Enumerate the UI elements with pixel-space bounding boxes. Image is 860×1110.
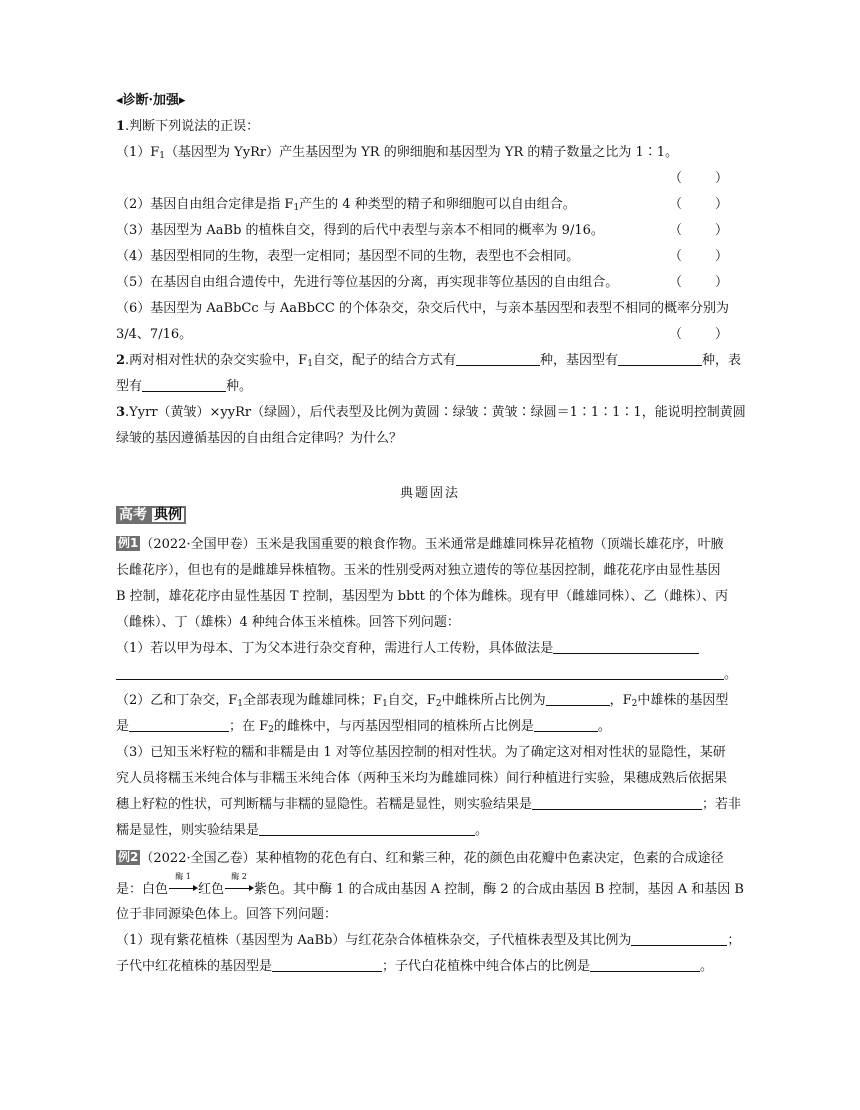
ex1-q2-text-i: 的雌株中，与丙基因型相同的植株所占比例是: [273, 719, 534, 734]
subscript: 2: [435, 699, 442, 709]
answer-blank[interactable]: [259, 822, 475, 836]
ex1-q1-text: （1）若以甲为母本、丁为父本进行杂交育种，需进行人工传粉，具体做法是: [116, 641, 554, 656]
q2-text-d: 种，表: [701, 353, 741, 368]
ex2-text: （2022·全国乙卷）某种植物的花色有白、红和紫三种，花的颜色由花瓣中色素决定，色素的合成途径: [140, 851, 724, 866]
ex2-line-2: [116, 872, 744, 899]
ex1-q3-line-2: 究人员将糯玉米纯合体与非糯玉米纯合体（两种玉米均为雌雄同株）间行种植进行实验，果穗成熟后依据果: [116, 771, 728, 786]
section-title: 典题固法: [399, 486, 460, 501]
q1-item-1-text-b: （基因型为 YyRr）产生基因型为 YR 的卵细胞和基因型为 YR 的精子数量之比为 1∶1。: [165, 145, 679, 160]
answer-blank[interactable]: [129, 718, 229, 732]
ex2-q1-line-1: [116, 932, 740, 950]
ex1-q2-text-d: 中雌株所占比例为: [441, 693, 546, 708]
q2-text-f: 种。: [226, 379, 253, 394]
ex1-q2-text-b: 全部表现为雌雄同株；F: [243, 693, 383, 708]
answer-blank[interactable]: [546, 692, 610, 706]
ex1-q2-text-e: ，F: [609, 693, 632, 708]
ex1-q3-line-1: （3）已知玉米籽粒的糯和非糯是由 1 对等位基因控制的相对性状。为了确定这对相对性状的显隐性，某研: [116, 745, 726, 760]
ex1-text: （2022·全国甲卷）玉米是我国重要的粮食作物。玉米通常是雌雄同株异花植物（顶端长雄花序，叶腋: [140, 537, 724, 552]
q1-item-1: [116, 144, 678, 165]
answer-blank[interactable]: [142, 378, 226, 392]
example-1-badge: [116, 536, 140, 551]
answer-blank[interactable]: [631, 932, 727, 946]
gaokao-tag-left: 高考: [116, 506, 150, 524]
answer-blank[interactable]: [553, 640, 699, 654]
example-2-badge: [116, 850, 140, 865]
answer-blank[interactable]: [116, 666, 724, 680]
example-badge-number: 2: [130, 850, 139, 864]
answer-parenthesis[interactable]: （ ）: [669, 223, 729, 238]
section-heading-diagnosis: ◂诊断·加强▸: [116, 93, 186, 108]
subscript: 1: [382, 699, 388, 709]
q1-item-4: （4）基因型相同的生物，表型一定相同；基因型不同的生物，表型也不会相同。: [116, 249, 580, 264]
ex2-q1-line-2: [116, 958, 713, 976]
ex1-q2-text: （2）乙和丁杂交，F: [116, 693, 238, 708]
ex1-q1-end: 。: [724, 667, 738, 682]
ex1-line-2: 长雌花序），但也有的是雌雄异株植物。玉米的性别受两对独立遗传的等位基因控制，雌花花序由显性基因: [116, 563, 721, 578]
q2-line-2: [116, 378, 252, 396]
q2-text-c: 种，基因型有: [539, 353, 618, 368]
example-badge-number: 1: [130, 536, 139, 550]
subscript: 2: [631, 699, 638, 709]
ex1-q2-text-j: 。: [597, 719, 611, 734]
ex1-q2-text-h: ；在 F: [229, 719, 269, 734]
gaokao-tag-right: 典例: [150, 506, 186, 524]
ex1-q3-text-b: ；若非: [702, 797, 742, 812]
enzyme-1-label: 酶 1: [175, 872, 191, 881]
answer-blank[interactable]: [532, 796, 702, 810]
answer-parenthesis[interactable]: （ ）: [669, 327, 729, 342]
answer-blank[interactable]: [618, 352, 702, 366]
q1-number: 1: [116, 119, 126, 134]
q2-text-e: 型有: [116, 379, 143, 394]
answer-parenthesis[interactable]: （ ）: [669, 249, 729, 264]
subscript: 1: [307, 359, 313, 369]
ex1-line-1: [116, 536, 724, 554]
answer-parenthesis[interactable]: （ ）: [669, 171, 729, 186]
ex2-text-c: 红色: [198, 882, 225, 897]
ex2-line-1: [116, 850, 724, 868]
q3-text: .Yyrr（黄皱）×yyRr（绿圆），后代表型及比例为黄圆∶绿皱∶黄皱∶绿圆＝1∶1∶1∶1，能说明控制黄圆: [125, 405, 746, 420]
q3-line-1: [116, 404, 746, 422]
answer-blank[interactable]: [456, 352, 540, 366]
q1-item-2-text-b: 产生的 4 种类型的精子和卵细胞可以自由组合。: [299, 197, 576, 212]
ex2-line-3: 位于非同源染色体上。回答下列问题：: [116, 907, 338, 922]
ex2-text-d: 紫色。其中酶 1 的合成由基因 A 控制，酶 2 的合成由基因 B 控制，基因 A 和基因 B: [254, 882, 744, 897]
answer-parenthesis[interactable]: （ ）: [669, 275, 729, 290]
ex1-q3-text-d: 。: [475, 823, 489, 838]
ex1-line-3: B 控制，雄花花序由显性基因 T 控制，基因型为 bbtt 的个体为雌株。现有甲（雌雄同株）、乙（雌株）、丙: [116, 589, 728, 604]
q3-line-2: 绿皱的基因遵循基因的自由组合定律吗？为什么？: [116, 431, 403, 446]
q2-number: 2: [116, 353, 126, 368]
q1-item-2: [116, 196, 576, 217]
pathway-arrow-2: [224, 872, 254, 894]
ex2-q1-text-c: 子代中红花植株的基因型是: [116, 959, 273, 974]
ex2-q1-text-e: 。: [700, 959, 714, 974]
subscript: 2: [268, 725, 274, 735]
subscript: 1: [237, 699, 244, 709]
example-badge-label: 例: [118, 850, 131, 864]
ex1-q1: [116, 640, 699, 658]
ex2-q1-text-d: ；子代白花植株中纯合体占的比例是: [382, 959, 591, 974]
pathway-arrow-1: [168, 872, 198, 894]
q1-item-5: （5）在基因自由组合遗传中，先进行等位基因的分离，再实现非等位基因的自由组合。: [116, 275, 619, 290]
q2-text-b: 自交，配子的结合方式有: [312, 353, 456, 368]
q2-line-1: [116, 352, 741, 373]
answer-blank[interactable]: [590, 958, 700, 972]
ex1-q3-line-3: [116, 796, 741, 814]
ex2-text-b: 是：白色: [116, 882, 169, 897]
ex1-q3-line-4: [116, 822, 488, 840]
ex1-q2-text-c: 自交，F: [387, 693, 436, 708]
ex1-q2-text-g: 是: [116, 719, 130, 734]
q1-item-3: （3）基因型为 AaBb 的植株自交，得到的后代中表型与亲本不相同的概率为 9/16。: [116, 223, 604, 238]
ex1-q2-line-2: [116, 718, 611, 739]
q3-number: 3: [116, 405, 126, 420]
ex1-line-4: （雌株）、丁（雄株）4 种纯合体玉米植株。回答下列问题：: [116, 615, 460, 630]
ex1-q2-text-f: 中雄株的基因型: [637, 693, 729, 708]
ex1-q3-text-c: 糯是显性，则实验结果是: [116, 823, 260, 838]
subscript: 1: [159, 151, 166, 161]
enzyme-2-label: 酶 2: [231, 872, 247, 881]
q1-item-6-cont: 3/4、7/16。: [116, 327, 193, 342]
answer-parenthesis[interactable]: （ ）: [669, 197, 729, 212]
answer-blank[interactable]: [534, 718, 598, 732]
ex1-q1-cont: [116, 666, 737, 684]
ex1-q2-line-1: [116, 692, 728, 713]
q1-item-1-text: （1）F: [116, 145, 160, 160]
ex2-q1-text: （1）现有紫花植株（基因型为 AaBb）与红花杂合体植株杂交，子代植株表型及其比例为: [116, 933, 632, 948]
answer-blank[interactable]: [272, 958, 382, 972]
q1-item-2-text: （2）基因自由组合定律是指 F: [116, 197, 294, 212]
example-badge-label: 例: [118, 536, 131, 550]
q1-stem: [116, 118, 259, 136]
gaokao-example-tag: [116, 506, 186, 524]
ex2-q1-text-b: ；: [727, 933, 741, 948]
q1-stem-text: .判断下列说法的正误：: [125, 119, 260, 134]
subscript: 1: [293, 203, 300, 213]
q1-item-6: （6）基因型为 AaBbCc 与 AaBbCC 的个体杂交，杂交后代中，与亲本基因型和表型不相同的概率分别为: [116, 301, 729, 316]
q2-text: .两对相对性状的杂交实验中，F: [125, 353, 308, 368]
ex1-q3-text: 穗上籽粒的性状，可判断糯与非糯的显隐性。若糯是显性，则实验结果是: [116, 797, 533, 812]
